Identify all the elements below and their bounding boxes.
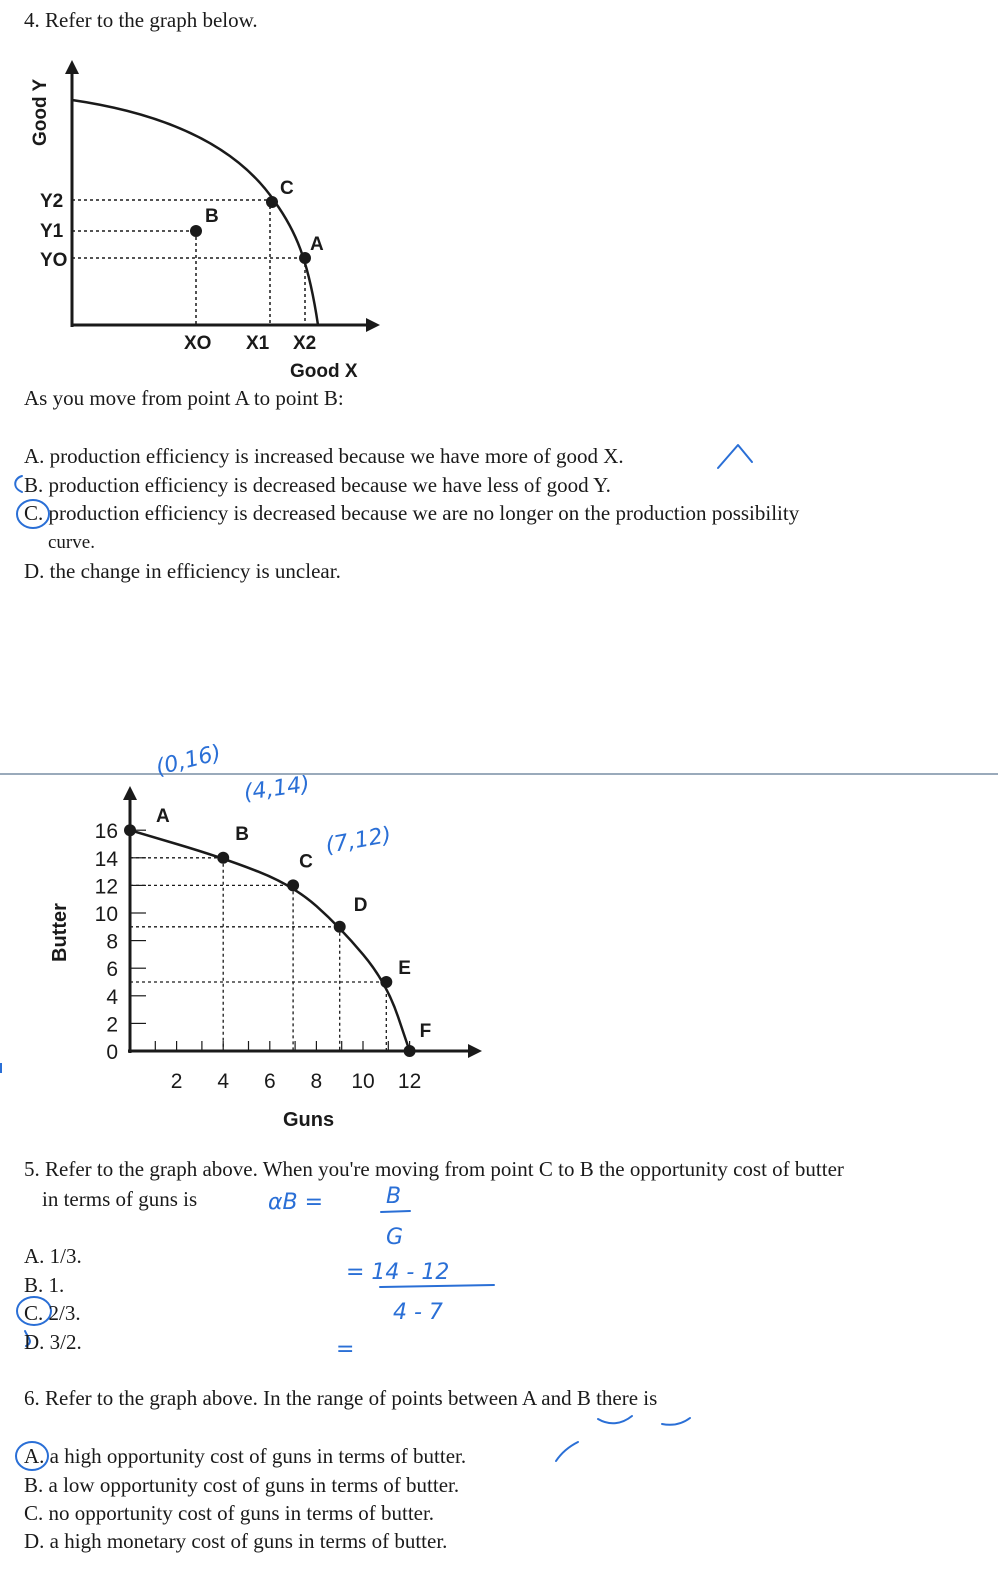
q4-option-c: C. production efficiency is decreased because we are no longer on the production possibility: [24, 501, 800, 525]
hand-ann-c: (7,12): [323, 822, 394, 859]
ppf-ytick-label: 0: [106, 1041, 118, 1064]
hand-frac-den: G: [386, 1225, 404, 1250]
ppf-point-label-c: C: [299, 851, 313, 873]
q6-underline-a: [598, 1416, 632, 1423]
q4-option-d: D. the change in efficiency is unclear.: [24, 559, 341, 583]
q4-ytick-y2: Y2: [40, 191, 64, 212]
ppf-point-label-d: D: [353, 894, 368, 916]
hand-eq2-den: 4 - 7: [393, 1300, 443, 1325]
q4-option-b: B. production efficiency is decreased because we have less of good Y.: [24, 473, 611, 497]
ppf-xtick-label: 12: [397, 1070, 422, 1093]
hand-eq2-num: = 14 - 12: [346, 1260, 450, 1285]
ppf-ytick-label: 14: [94, 847, 118, 871]
hand-ann-a: (0,16): [153, 740, 224, 781]
q5-prompt-line1: 5. Refer to the graph above. When you're moving from point C to B the opportunity cost of butter: [24, 1157, 844, 1181]
q5-option-c: C. 2/3.: [24, 1301, 81, 1325]
q4-stem: As you move from point A to point B:: [24, 386, 344, 410]
ppf-ytick-label: 16: [94, 820, 118, 844]
q4-label-b: B: [205, 206, 219, 227]
q6-check-mark: [556, 1442, 578, 1461]
hand-ann-b: (4,14): [242, 771, 312, 806]
q5-option-a: A. 1/3.: [24, 1244, 82, 1268]
q6-option-b: B. a low opportunity cost of guns in terms of butter.: [24, 1473, 460, 1497]
q6-option-d: D. a high monetary cost of guns in terms of butter.: [24, 1529, 448, 1553]
ppf-point-label-f: F: [419, 1021, 432, 1042]
hand-oc-lhs: αB =: [268, 1190, 324, 1215]
q4-label-c: C: [280, 178, 294, 199]
q5-option-d: D. 3/2.: [24, 1330, 82, 1354]
ppf-ytick-label: 2: [106, 1013, 118, 1037]
q4-y-axis-title: Good Y: [30, 78, 51, 146]
hand-eq3: =: [336, 1337, 355, 1362]
q4-xtick-x0: XO: [184, 333, 212, 354]
ppf-ytick-label: 10: [94, 903, 118, 926]
q6-underline-b: [662, 1418, 690, 1425]
ppf-ytick-label: 12: [94, 875, 118, 899]
q4-option-c-cont: curve.: [48, 532, 95, 553]
q4-option-a: A. production efficiency is increased because we have more of good X.: [24, 444, 624, 468]
ppf-y-title: Butter: [49, 903, 71, 962]
hand-frac-num: B: [386, 1184, 402, 1209]
ppf-xtick-label: 2: [170, 1070, 183, 1093]
ppf-ytick-label: 4: [106, 985, 118, 1009]
ppf-xtick-label: 4: [217, 1070, 230, 1093]
q4-xtick-x2: X2: [293, 333, 317, 354]
ppf-xtick-label: 10: [351, 1070, 375, 1093]
ppf-xtick-label: 6: [263, 1070, 276, 1093]
ppf-x-title: Guns: [283, 1109, 335, 1131]
ppf-xtick-label: 8: [310, 1070, 323, 1093]
ppf-ytick-label: 6: [106, 958, 118, 982]
ppf-point-label-e: E: [398, 958, 411, 979]
ppf-point-label-b: B: [235, 823, 249, 845]
ppf-ytick-label: 8: [106, 930, 118, 954]
q4-label-a: A: [310, 234, 324, 255]
q4-ytick-y0: YO: [40, 250, 68, 271]
q5-prompt-line2: in terms of guns is: [42, 1187, 198, 1211]
q5-option-b: B. 1.: [24, 1273, 65, 1297]
q4-ytick-y1: Y1: [40, 221, 64, 242]
q6-option-c: C. no opportunity cost of guns in terms of butter.: [24, 1501, 435, 1525]
q6-option-a: A. a high opportunity cost of guns in terms of butter.: [24, 1444, 467, 1468]
q4-prompt: 4. Refer to the graph below.: [24, 8, 258, 32]
ppf-point-label-a: A: [156, 806, 170, 828]
q4-xtick-x1: X1: [246, 333, 270, 354]
q6-prompt: 6. Refer to the graph above. In the range of points between A and B there is: [24, 1386, 658, 1410]
q4-x-axis-title: Good X: [290, 361, 358, 382]
